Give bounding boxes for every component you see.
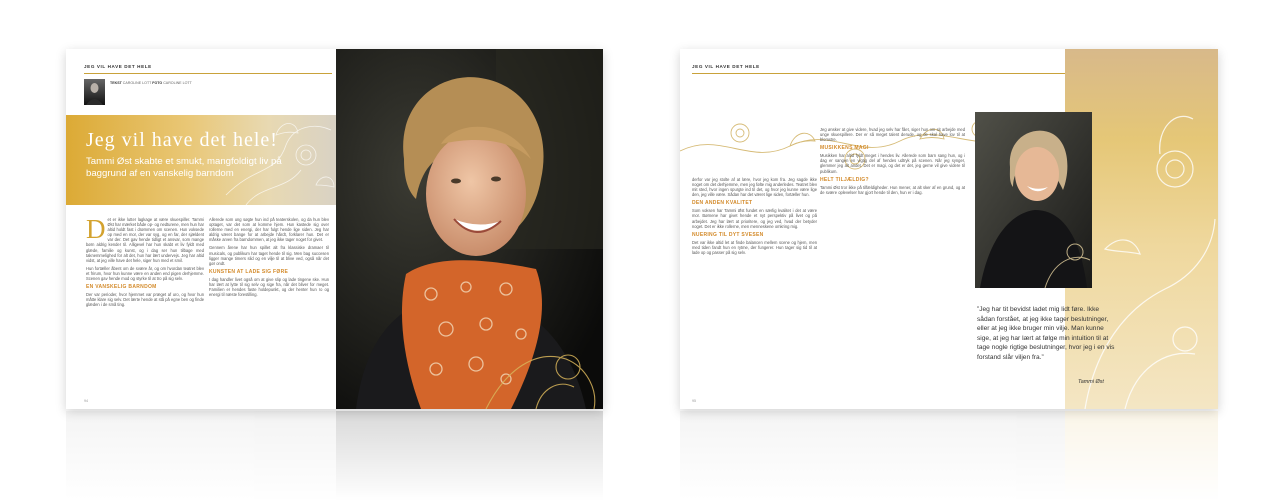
page-number: 95 [692,399,696,403]
page-header: JEG VIL HAVE DET HELE [692,64,760,69]
reflection-left [66,411,603,500]
drop-cap: D [86,217,106,244]
text-column-1 [692,177,817,395]
page-header: JEG VIL HAVE DET HELE [84,64,152,69]
byline-text-label: TEKST [110,81,122,85]
body-paragraph: I dag handler livet også om at give slip og lade tingene ske. Hun har lært at lytte til sig selv og sige fra, når det bliver for meget. Familien er hendes faste holdepunkt, og der henter hun ro og energi til næste forestilling. [209,276,329,298]
body-paragraph: Som voksen har Tammi Øst fundet en særlig kvalitet i det at være mor. Børnene har givet hende et nyt perspektiv på livet og på arbejdet. Jeg har lært at prioritere, og jeg ved, hvad der betyder noget. Det er ikke rollerne, men menneskene omkring mig. [692,208,817,229]
text-column-2 [820,127,965,395]
body-paragraph: Det var ikke altid let at finde balancen mellem scene og hjem, men med tiden fandt hun en rytme, der fungerer. Hun tager sig tid til at lade op og passer på sig selv. [692,239,817,255]
byline-photo-label: FOTO [152,81,163,85]
quote-attribution: Tammi Øst [1078,379,1104,385]
pull-quote: ”Jeg har tit bevidst ladet mig lidt føre. Ikke sådan forstået, at jeg ikke tager beslutninger, eller at jeg ikke bruger min vilje. Man kunne sige, at jeg har lært at følge min intuition til at tage nogle rigtige beslutninger, hvor jeg i en vis forstand slår viljen fra.” [977,306,1115,361]
body-paragraph: derfor var jeg stolte af at lære, hvor jeg kom fra. Jeg sagde ikke noget om det derhjemme, men jeg følte mig anderledes. Teatret blev mit sted, hvor ingen spurgte ind til det, og hvor jeg kunne være lige den, jeg ville være. Sådan har det været lige siden, fortæller hun. [692,177,817,198]
header-rule [84,73,332,74]
byline-author: CAROLINE LOTT [122,81,152,85]
text-column-2 [209,217,329,395]
body-paragraph: Allerede som ung søgte hun ind på teaterskolen, og da hun blev optaget, var det som at komme hjem. Hun kastede sig over rollerne med en energi, der har fulgt hende lige siden. Jeg har aldrig været bange for at arbejde hårdt, forklarer hun. Det er måske arven fra barndommen, at jeg ikke tager noget for givet. [209,217,329,243]
reflection-right [680,411,1218,500]
subheading: MUSIKKENS MAGI [820,145,869,152]
subheading: EN VANSKELIG BARNDOM [86,284,157,291]
portrait-photo [336,49,603,409]
byline [110,81,192,85]
portrait-photo-small [975,112,1092,288]
body-paragraph: Hun fortæller åbent om de svære år, og om hvordan teatret blev et frirum, hvor hun kunne være en anden end pigen derhjemme. Scenen gav hende mod og styrke til at tro på sig selv. [86,265,204,282]
subheading: HELT TILJÆLDIG? [820,176,869,183]
body-paragraph: Tammi Øst tror ikke på tilfældigheder. Hun mener, at alt sker af en grund, og at de svære oplevelser har gjort hende til den, hun er i dag. [820,184,965,195]
body-paragraph: et er ikke lutter lagkage at være skuespiller. Tammi Øst har mærket både op- og nedturene, men hun har altid holdt fast i drømmen om scenen. Hun voksede op med en mor, der var syg, og en far, der sjældent var der. Det gav hende tidligt et ansvar, som mange børn aldrig kender til. Alligevel har hun skabt et liv fyldt med glæde, familie og kunst, og i dag ser hun tilbage med taknemmelighed for alt det, hun har lært undervejs. Jeg har altid vidst, at jeg ville have det hele, siger hun med et smil. [86,217,204,263]
magazine-page-left [66,49,603,409]
article-lead: Tammi Øst skabte et smukt, mangfoldigt liv på baggrund af en vanskelig barndom [86,156,282,179]
magazine-page-right [680,49,1218,409]
body-paragraph: Jeg ønsker at give videre, hvad jeg selv har fået, siger hun om sit arbejde med unge skuespillere. Der er så meget talent derude, og de skal have lov til at blomstre. [820,127,965,143]
subheading: DEN ANDEN KVALITET [692,200,753,207]
subheading: KUNSTEN AT LADE SIG FØRE [209,268,289,275]
byline-photographer: CAROLINE LOTT [163,81,192,85]
body-paragraph: Gennem årene har hun spillet alt fra klassiske dramaer til musicals, og publikum har taget hende til sig. Men bag succesen ligger mange timers slid og en vilje til at blive ved, også når det gør ondt. [209,245,329,266]
body-paragraph: Musikken har altid fyldt meget i hendes liv. Allerede som barn sang hun, og i dag er sangen en vigtig del af hendes udtryk på scenen. Når jeg synger, glemmer jeg alt andet. Det er magi, og det er det, jeg gerne vil give videre til publikum. [820,153,965,174]
author-avatar [84,79,105,105]
header-rule [692,73,1065,74]
title-band [66,115,336,205]
body-paragraph: Der var perioder, hvor hjemmet var præget af uro, og hvor hun måtte klare sig selv. Det lærte hende at stå på egne ben og finde glæden i de små ting. [86,292,204,308]
text-column-1 [86,217,204,395]
article-title: Jeg vil have det hele! [86,129,278,151]
subheading: NUERING TIL DYT SVESEN [692,231,764,238]
page-number: 94 [84,399,88,403]
